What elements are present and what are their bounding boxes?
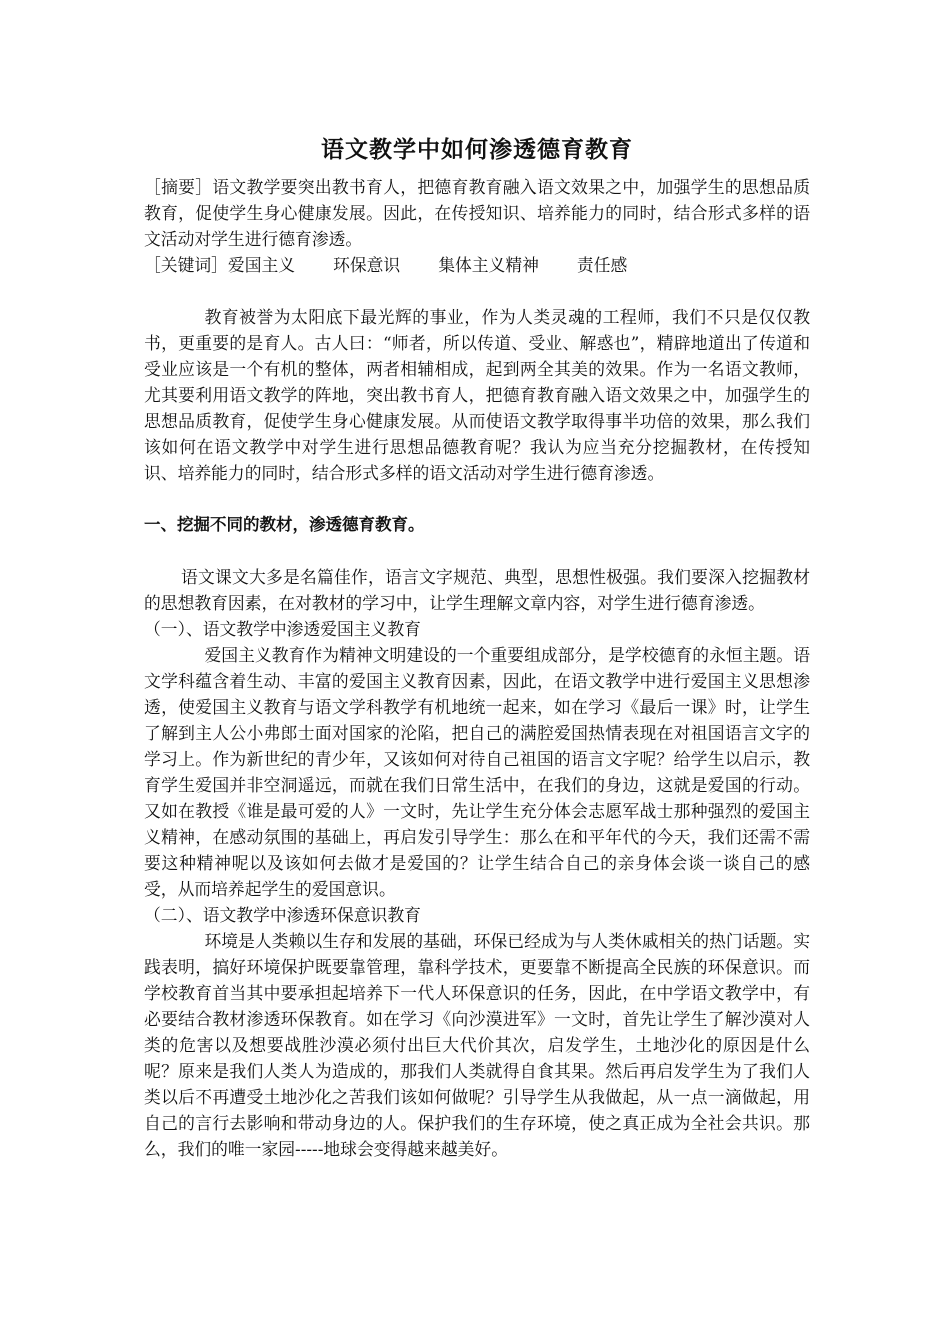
keyword-item: 集体主义精神 [438, 255, 539, 275]
subsection-heading: （一）、语文教学中渗透爱国主义教育 [144, 619, 421, 639]
keyword-item: 爱国主义 [227, 255, 296, 275]
subsection-body: 爱国主义教育作为精神文明建设的一个重要组成部分，是学校德育的永恒主题。语文学科蕴含着生动、丰富的爱国主义教育因素，因此，在语文教学中进行爱国主义思想渗透，使爱国主义教育与语文学科教学有机地统一起来，如在学习《最后一课》时，让学生了解到主人公小弗郎士面对国家的沦陷，把自己的满腔爱国热情表现在对祖国语言文字的学习上。作为新世纪的青少年，又该如何对待自己祖国的语言文字呢？给学生以启示，教育学生爱国并非空洞遥远，而就在我们日常生活中，在我们的身边，这就是爱国的行动。又如在教授《谁是最可爱的人》一文时，先让学生充分体会志愿军战士那种强烈的爱国主义精神，在感动氛围的基础上，再启发引导学生：那么在和平年代的今天，我们还需不需要这种精神呢以及该如何去做才是爱国的？让学生结合自己的亲身体会谈一谈自己的感受，从而培养起学生的爱国意识。 [144, 645, 810, 899]
keywords-line [144, 252, 810, 278]
section-heading: 一、挖掘不同的教材，渗透德育教育。 [144, 515, 425, 534]
keyword-item: 责任感 [576, 255, 628, 275]
intro-paragraph: 教育被誉为太阳底下最光辉的事业，作为人类灵魂的工程师，我们不只是仅仅教书，更重要的是育人。古人曰：“师者，所以传道、受业、解惑也”，精辟地道出了传道和受业应该是一个有机的整体，两者相辅相成，起到两全其美的效果。作为一名语文教师，尤其要利用语文教学的阵地，突出教书育人，把德育教育融入语文效果之中，加强学生的思想品质教育，促使学生身心健康发展。从而使语文教学取得事半功倍的效果，那么我们该如何在语文教学中对学生进行思想品德教育呢？我认为应当充分挖掘教材，在传授知识、培养能力的同时，结合形式多样的语文活动对学生进行德育渗透。 [144, 307, 810, 483]
keyword-item: 环保意识 [333, 255, 401, 275]
subsection-heading: （二）、语文教学中渗透环保意识教育 [144, 905, 421, 925]
subsection-body: 环境是人类赖以生存和发展的基础，环保已经成为与人类休戚相关的热门话题。实践表明，搞好环境保护既要靠管理，靠科学技术，更要靠不断提高全民族的环保意识。而学校教育首当其中要承担起培养下一代人环保意识的任务，因此，在中学语文教学中，有必要结合教材渗透环保教育。如在学习《向沙漠进军》一文时，首先让学生了解沙漠对人类的危害以及想要战胜沙漠必须付出巨大代价其次，启发学生，土地沙化的原因是什么呢？原来是我们人类人为造成的，那我们人类就得自食其果。然后再启发学生为了我们人类以后不再遭受土地沙化之苦我们该如何做呢？引导学生从我做起，从一点一滴做起，用自己的言行去影响和带动身边的人。保护我们的生存环境，使之真正成为全社会共识。那么，我们的唯一家园-----地球会变得越来越美好。 [144, 931, 810, 1159]
spacer [144, 486, 810, 512]
section-lead-paragraph: 语文课文大多是名篇佳作，语言文字规范、典型，思想性极强。我们要深入挖掘教材的思想教育因素，在对教材的学习中，让学生理解文章内容，对学生进行德育渗透。 [144, 567, 810, 613]
spacer [144, 278, 810, 304]
document-title: 语文教学中如何渗透德育教育 [321, 137, 633, 163]
abstract-paragraph: ［摘要］语文教学要突出教书育人，把德育教育融入语文效果之中，加强学生的思想品质教育，促使学生身心健康发展。因此，在传授知识、培养能力的同时，结合形式多样的语文活动对学生进行德育渗透。 [144, 177, 810, 249]
spacer [144, 538, 810, 564]
document-page [144, 128, 810, 1162]
keywords-label: ［关键词］ [144, 255, 228, 275]
